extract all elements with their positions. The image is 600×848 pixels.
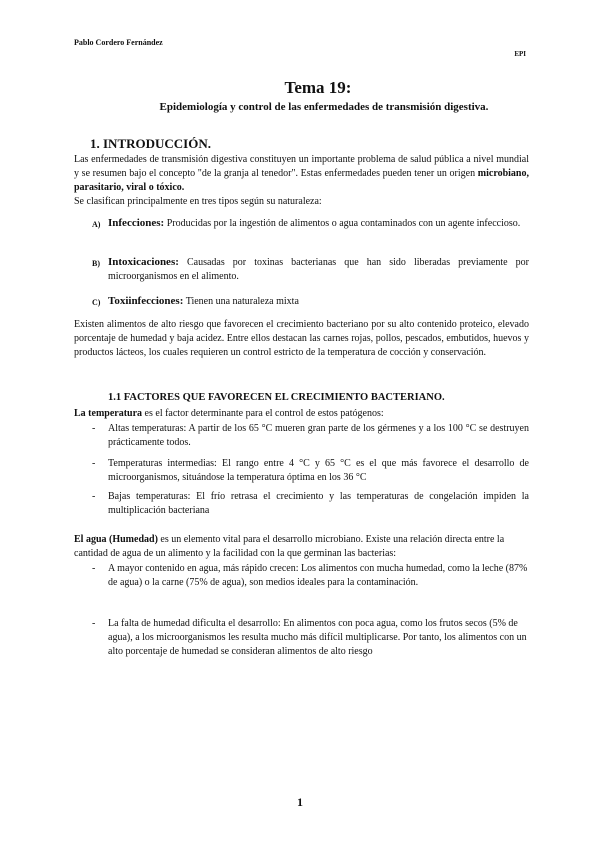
water-text: es un elemento vital para el desarrollo microbiano. Existe una relación directa entre la cantidad de agua de un alimento y la facilidad con la que germinan las bacterias: (74, 534, 505, 559)
temp-item-text: Temperaturas intermedias: El rango entre 4 °C y 65 °C es el que más favorece el desarrollo de microorganismos, situándose la temperatura óptima en los 36 °C (108, 458, 529, 483)
intro-paragraph (74, 153, 529, 195)
water-item-text: La falta de humedad dificulta el desarrollo: En alimentos con poca agua, como los frutos secos (5% de agua), a los microorganismos les resulta mucho más difícil multiplicarse. Por tanto, los alimentos con un alto porcentaje de humedad se consideran alimentos de alto riesgo (108, 618, 527, 657)
water-item-text: A mayor contenido en agua, más rápido crecen: Los alimentos con mucha humedad, como la leche (87% de agua) o la carne (75% de agua), son medios ideales para la contaminación. (108, 563, 528, 588)
water-paragraph (74, 533, 529, 561)
list-item-infecciones (92, 216, 529, 231)
subsection-heading-factores: 1.1 FACTORES QUE FAVORECEN EL CRECIMIENTO BACTERIANO. (108, 392, 445, 403)
temp-item-text: Altas temperaturas: A partir de los 65 °C mueren gran parte de los gérmenes y a los 100 °C se destruyen prácticamente todos. (108, 423, 529, 448)
page-number: 1 (297, 795, 303, 809)
list-marker: A) (92, 220, 101, 229)
water-bold: El agua (Humedad) (74, 534, 158, 545)
desc-intoxicaciones: Causadas por toxinas bacterianas que han sido liberadas previamente por microorganismos en el alimento. (108, 257, 529, 282)
document-title: Tema 19: (284, 78, 352, 97)
water-item-mayor (92, 562, 529, 590)
temp-item-bajas (92, 490, 529, 518)
document-subtitle: Epidemiología y control de las enfermedades de transmisión digestiva. (159, 101, 489, 113)
risk-paragraph: Existen alimentos de alto riesgo que favorecen el crecimiento bacteriano por su alto contenido proteico, elevado porcentaje de humedad y baja acidez. Entre ellos destacan las carnes rojas, pollos, pescados, embutidos, huevos y productos lácteos, los cuales requieren un control estricto de la temperatura de cocción y conservación. (74, 319, 529, 358)
term-toxiinfecciones: Toxiinfecciones: (108, 295, 184, 307)
desc-toxiinfecciones: Tienen una naturaleza mixta (183, 296, 299, 307)
temp-item-altas (92, 422, 529, 450)
list-item-intoxicaciones (92, 255, 529, 284)
dash-marker: - (92, 618, 96, 629)
temperature-paragraph (74, 407, 529, 421)
dash-marker: - (92, 458, 96, 469)
classify-paragraph: Se clasifican principalmente en tres tipos según su naturaleza: (74, 196, 322, 207)
dash-marker: - (92, 491, 96, 502)
header-author: Pablo Cordero Fernández (74, 38, 163, 47)
intro-origin-bold: microbiano, parasitario, viral o tóxico. (74, 168, 529, 193)
intro-text: Las enfermedades de transmisión digestiva constituyen un importante problema de salud pública a nivel mundial y se resumen bajo el concepto "de la granja al tenedor". Estas enfermedades pueden tener un origen (74, 154, 529, 179)
dash-marker: - (92, 563, 96, 574)
section-heading-introduccion: 1. INTRODUCCIÓN. (90, 136, 211, 151)
header-dept: EPI (514, 50, 526, 58)
desc-infecciones: Producidas por la ingestión de alimentos o agua contaminados con un agente infeccioso. (164, 218, 521, 229)
list-item-toxiinfecciones (92, 294, 529, 309)
term-infecciones: Infecciones: (108, 217, 165, 229)
list-marker: B) (92, 259, 100, 268)
water-item-falta (92, 617, 529, 659)
term-intoxicaciones: Intoxicaciones: (108, 256, 179, 268)
temperature-bold: La temperatura (74, 408, 143, 419)
temp-item-text: Bajas temperaturas: El frío retrasa el crecimiento y las temperaturas de congelación impiden la multiplicación bacteriana (108, 491, 529, 516)
dash-marker: - (92, 423, 96, 434)
temp-item-intermedias (92, 457, 529, 485)
list-marker: C) (92, 298, 101, 307)
temperature-text: es el factor determinante para el control de estos patógenos: (142, 408, 384, 419)
